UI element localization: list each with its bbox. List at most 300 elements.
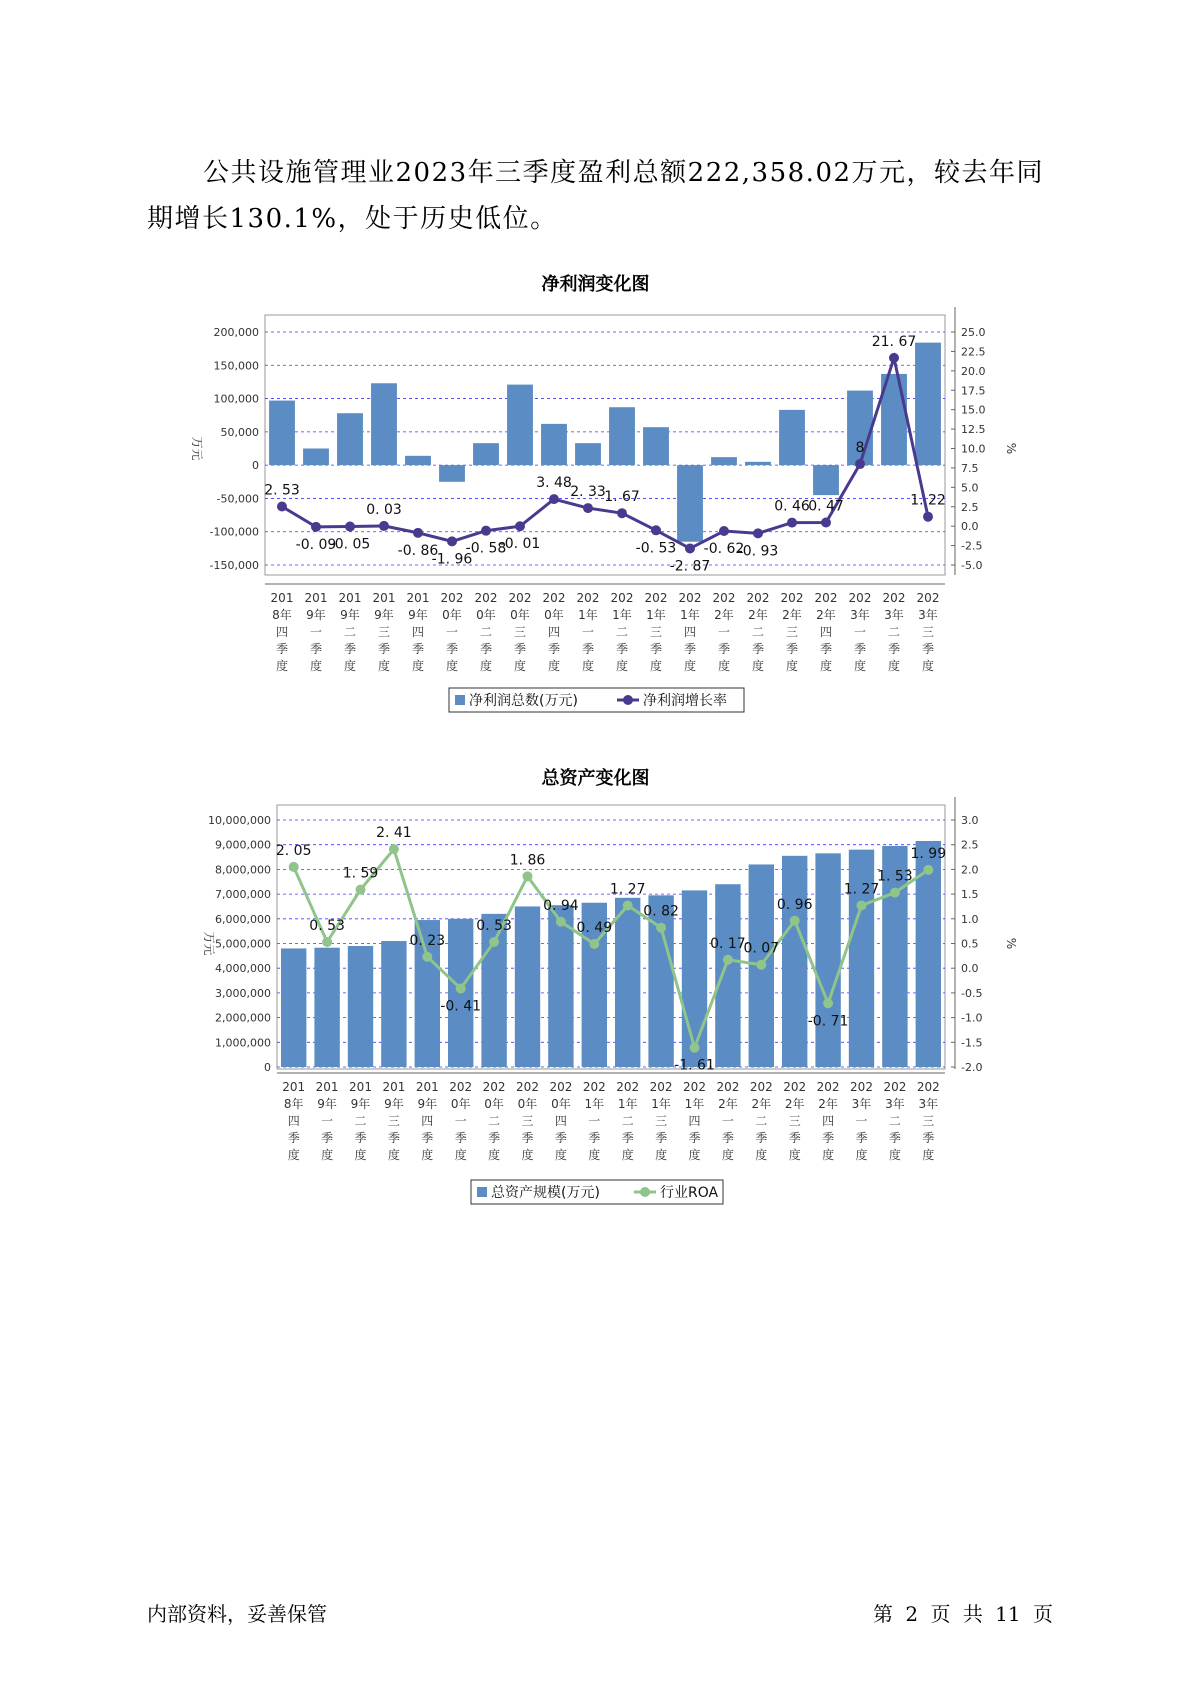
x-tick-label: 度 bbox=[521, 1148, 534, 1162]
x-tick-label: 201 bbox=[382, 1080, 406, 1094]
x-tick-label: 202 bbox=[649, 1080, 673, 1094]
x-tick-label: 度 bbox=[421, 1148, 434, 1162]
bar bbox=[915, 343, 941, 465]
x-tick-label: 3年 bbox=[885, 1097, 905, 1111]
x-tick-label: 季 bbox=[479, 642, 493, 656]
x-tick-label: 度 bbox=[655, 1148, 668, 1162]
x-tick-label: 二 bbox=[888, 1114, 901, 1128]
x-tick-label: 度 bbox=[547, 659, 561, 673]
y-tick-left: 6,000,000 bbox=[215, 912, 271, 926]
x-tick-label: 3年 bbox=[851, 1097, 872, 1111]
x-tick-label: 202 bbox=[616, 1080, 640, 1094]
x-tick-label: 度 bbox=[321, 1148, 334, 1162]
x-tick-label: 0年 bbox=[517, 1097, 538, 1111]
x-tick-label: 三 bbox=[788, 1114, 801, 1128]
data-label: -1. 96 bbox=[431, 551, 473, 568]
bar bbox=[715, 884, 740, 1067]
x-tick-label: 201 bbox=[338, 591, 362, 605]
x-tick-label: 201 bbox=[406, 591, 430, 605]
line-point bbox=[690, 1043, 700, 1053]
data-label: -0. 86 bbox=[397, 542, 439, 559]
x-tick-label: 度 bbox=[309, 659, 323, 673]
data-label: 3. 48 bbox=[536, 475, 572, 492]
data-label: 0. 53 bbox=[476, 918, 512, 935]
data-label: 2. 05 bbox=[275, 842, 312, 859]
line-point bbox=[787, 518, 797, 528]
x-tick-label: 度 bbox=[479, 659, 493, 673]
data-label: -0. 05 bbox=[329, 536, 371, 553]
y-tick-left: -50,000 bbox=[216, 492, 259, 506]
x-tick-label: 三 bbox=[649, 625, 663, 639]
y-tick-left: -100,000 bbox=[209, 525, 259, 539]
x-tick-label: 1年 bbox=[651, 1097, 671, 1111]
line-point bbox=[889, 353, 899, 363]
summary-text: 公共设施管理业2023年三季度盈利总额222,358.02万元，较去年同期增长130.1%，处于历史低位。 bbox=[147, 158, 1045, 234]
x-tick-label: 度 bbox=[287, 1148, 300, 1162]
y-tick-right: 3.0 bbox=[961, 814, 979, 827]
x-tick-label: 度 bbox=[615, 659, 629, 673]
x-tick-label: 202 bbox=[683, 1080, 706, 1094]
data-label: 1. 27 bbox=[843, 881, 880, 898]
legend-swatch-point bbox=[640, 1187, 650, 1197]
bar bbox=[405, 456, 431, 465]
y-tick-right: 7.5 bbox=[961, 461, 979, 475]
data-label: 0. 82 bbox=[643, 903, 679, 920]
y-tick-left: 8,000,000 bbox=[215, 863, 271, 877]
y-tick-left: 2,000,000 bbox=[215, 1011, 271, 1025]
x-tick-label: 1年 bbox=[684, 1097, 705, 1111]
bar bbox=[643, 427, 669, 465]
line-point bbox=[515, 521, 525, 531]
x-tick-label: 季 bbox=[287, 1131, 300, 1145]
line-point bbox=[821, 518, 831, 528]
chart2-title: 总资产变化图 bbox=[541, 768, 650, 789]
x-tick-label: 201 bbox=[315, 1080, 339, 1094]
x-tick-label: 度 bbox=[343, 659, 357, 673]
data-label: 2. 53 bbox=[264, 482, 300, 499]
y-tick-left: 100,000 bbox=[213, 392, 259, 406]
y-tick-left: 1,000,000 bbox=[215, 1036, 271, 1050]
total-assets-chart bbox=[0, 795, 1191, 1215]
y-tick-left: 150,000 bbox=[213, 359, 259, 373]
data-label: -1. 61 bbox=[674, 1057, 715, 1074]
y-tick-left: 5,000,000 bbox=[215, 937, 271, 951]
x-tick-label: 202 bbox=[712, 591, 736, 605]
x-tick-label: 季 bbox=[887, 642, 901, 656]
x-tick-label: 度 bbox=[275, 659, 289, 673]
bar bbox=[348, 946, 373, 1067]
x-tick-label: 度 bbox=[354, 1148, 367, 1162]
x-tick-label: 1年 bbox=[578, 608, 598, 622]
x-tick-label: 9年 bbox=[317, 1097, 337, 1111]
line-point bbox=[589, 939, 599, 949]
x-tick-label: 201 bbox=[415, 1080, 439, 1094]
x-tick-label: 202 bbox=[678, 591, 702, 605]
line-point bbox=[523, 871, 533, 881]
line-point bbox=[556, 917, 566, 927]
x-tick-label: 季 bbox=[688, 1131, 701, 1145]
x-tick-label: 1年 bbox=[646, 608, 666, 622]
bar bbox=[682, 890, 707, 1067]
line-point bbox=[855, 459, 865, 469]
y-tick-right: 0.5 bbox=[961, 937, 979, 951]
x-tick-label: 季 bbox=[354, 1131, 367, 1145]
legend-label-line: 净利润增长率 bbox=[643, 693, 727, 709]
x-tick-label: 2年 bbox=[816, 608, 836, 622]
bar bbox=[314, 948, 339, 1067]
y-tick-right: 20.0 bbox=[961, 364, 986, 378]
x-tick-label: 季 bbox=[855, 1131, 868, 1145]
y-tick-left: -150,000 bbox=[209, 559, 259, 572]
data-label: 1. 99 bbox=[910, 845, 947, 862]
x-tick-label: 二 bbox=[621, 1114, 634, 1128]
y-axis-label-left: 万元 bbox=[202, 931, 216, 956]
line-point bbox=[857, 900, 867, 910]
x-tick-label: 202 bbox=[474, 591, 498, 605]
bar bbox=[782, 856, 807, 1067]
x-tick-label: 季 bbox=[588, 1131, 601, 1145]
x-tick-label: 季 bbox=[853, 642, 867, 656]
data-label: 2. 33 bbox=[570, 484, 606, 501]
x-tick-label: 季 bbox=[309, 642, 323, 656]
line-point bbox=[289, 862, 299, 872]
x-tick-label: 二 bbox=[751, 625, 765, 639]
x-tick-label: 季 bbox=[488, 1131, 501, 1145]
bar bbox=[711, 457, 737, 465]
x-tick-label: 202 bbox=[814, 591, 838, 605]
y-tick-left: 200,000 bbox=[213, 326, 259, 339]
bar bbox=[677, 465, 703, 542]
bar bbox=[473, 443, 499, 465]
x-tick-label: 季 bbox=[655, 1131, 668, 1145]
x-tick-label: 202 bbox=[883, 1080, 907, 1094]
x-tick-label: 四 bbox=[411, 625, 425, 639]
x-tick-label: 一 bbox=[855, 1114, 868, 1128]
line-point bbox=[422, 952, 432, 962]
x-tick-label: 202 bbox=[576, 591, 600, 605]
x-tick-label: 季 bbox=[755, 1131, 768, 1145]
x-tick-label: 季 bbox=[649, 642, 663, 656]
line-point bbox=[456, 983, 466, 993]
line-point bbox=[656, 923, 666, 933]
x-tick-label: 1年 bbox=[584, 1097, 605, 1111]
y-tick-right: 5.0 bbox=[961, 481, 979, 495]
line-point bbox=[489, 937, 499, 947]
x-tick-label: 四 bbox=[421, 1114, 434, 1128]
legend-label-bar: 总资产规模(万元) bbox=[491, 1185, 600, 1201]
x-tick-label: 季 bbox=[888, 1131, 901, 1145]
x-tick-label: 季 bbox=[454, 1131, 467, 1145]
y-tick-right: 1.5 bbox=[961, 888, 979, 902]
data-label: -0. 01 bbox=[499, 536, 541, 553]
x-tick-label: 202 bbox=[916, 1080, 940, 1094]
data-label: 1. 27 bbox=[609, 881, 646, 898]
x-tick-label: 度 bbox=[581, 659, 595, 673]
data-label: -0. 58 bbox=[465, 540, 507, 557]
x-tick-label: 9年 bbox=[374, 608, 394, 622]
x-tick-label: 0年 bbox=[510, 608, 530, 622]
bar bbox=[609, 407, 635, 465]
x-tick-label: 度 bbox=[922, 1148, 935, 1162]
x-tick-label: 度 bbox=[445, 659, 459, 673]
x-tick-label: 度 bbox=[887, 659, 901, 673]
line-point bbox=[447, 536, 457, 546]
x-tick-label: 2年 bbox=[784, 1097, 805, 1111]
bar bbox=[269, 401, 295, 466]
x-tick-label: 2年 bbox=[714, 608, 734, 622]
bar bbox=[541, 424, 567, 465]
x-tick-label: 9年 bbox=[384, 1097, 404, 1111]
data-label: 0. 07 bbox=[743, 940, 780, 957]
legend-swatch-bar bbox=[477, 1187, 487, 1197]
bar bbox=[515, 906, 540, 1067]
x-tick-label: 季 bbox=[921, 642, 935, 656]
x-tick-label: 202 bbox=[482, 1080, 506, 1094]
x-tick-label: 度 bbox=[454, 1148, 467, 1162]
x-tick-label: 度 bbox=[621, 1148, 634, 1162]
x-tick-label: 度 bbox=[554, 1148, 567, 1162]
chart1-title: 净利润变化图 bbox=[541, 274, 650, 295]
line-point bbox=[549, 494, 559, 504]
summary-paragraph bbox=[147, 150, 1047, 242]
y-axis-label-right: % bbox=[1004, 442, 1018, 455]
x-tick-label: 季 bbox=[421, 1131, 434, 1145]
line-point bbox=[623, 900, 633, 910]
bar bbox=[813, 465, 839, 495]
x-tick-label: 二 bbox=[615, 625, 629, 639]
x-tick-label: 9年 bbox=[306, 608, 326, 622]
x-tick-label: 201 bbox=[372, 591, 396, 605]
data-label: 0. 96 bbox=[776, 896, 813, 913]
x-tick-label: 二 bbox=[343, 625, 357, 639]
x-tick-label: 度 bbox=[921, 659, 935, 673]
x-tick-label: 一 bbox=[445, 625, 459, 639]
data-label: 0. 46 bbox=[774, 498, 810, 515]
x-tick-label: 度 bbox=[683, 659, 697, 673]
data-label: 0. 23 bbox=[409, 932, 446, 949]
x-tick-label: 202 bbox=[542, 591, 566, 605]
x-tick-label: 二 bbox=[755, 1114, 768, 1128]
line-point bbox=[790, 916, 800, 926]
y-tick-right: 15.0 bbox=[961, 403, 986, 417]
y-tick-right: 0.0 bbox=[961, 520, 979, 534]
line-point bbox=[583, 503, 593, 513]
x-tick-label: 9年 bbox=[350, 1097, 371, 1111]
line-point bbox=[379, 521, 389, 531]
x-tick-label: 2年 bbox=[818, 1097, 838, 1111]
data-label: 1. 59 bbox=[342, 865, 379, 882]
x-tick-label: 季 bbox=[721, 1131, 734, 1145]
bar bbox=[548, 905, 573, 1067]
y-tick-right: 1.0 bbox=[961, 912, 979, 926]
x-tick-label: 度 bbox=[387, 1148, 400, 1162]
x-tick-label: 四 bbox=[554, 1114, 567, 1128]
bar bbox=[815, 853, 840, 1067]
y-tick-left: 9,000,000 bbox=[215, 838, 271, 852]
line-point bbox=[413, 528, 423, 538]
x-tick-label: 9年 bbox=[417, 1097, 438, 1111]
data-label: 2. 41 bbox=[376, 825, 412, 842]
data-label: -0. 09 bbox=[295, 536, 337, 553]
data-label: 1. 67 bbox=[604, 489, 640, 506]
x-tick-label: 202 bbox=[780, 591, 804, 605]
y-tick-right: 17.5 bbox=[961, 384, 986, 398]
x-tick-label: 二 bbox=[488, 1114, 501, 1128]
line-point bbox=[345, 522, 355, 532]
x-tick-label: 季 bbox=[785, 642, 799, 656]
y-tick-right: -1.5 bbox=[961, 1036, 983, 1050]
bar bbox=[439, 465, 465, 482]
x-tick-label: 度 bbox=[855, 1148, 868, 1162]
x-tick-label: 三 bbox=[521, 1114, 534, 1128]
data-label: 21. 67 bbox=[871, 333, 917, 350]
legend-label-line: 行业ROA bbox=[660, 1185, 719, 1201]
x-tick-label: 季 bbox=[751, 642, 765, 656]
data-label: 1. 53 bbox=[877, 868, 913, 885]
x-tick-label: 2年 bbox=[748, 608, 768, 622]
data-label: 0. 94 bbox=[543, 897, 579, 914]
x-tick-label: 三 bbox=[513, 625, 527, 639]
x-tick-label: 一 bbox=[454, 1114, 467, 1128]
data-label: -0. 93 bbox=[737, 543, 779, 560]
y-tick-right: 10.0 bbox=[961, 442, 986, 456]
x-tick-label: 三 bbox=[921, 625, 935, 639]
x-tick-label: 0年 bbox=[484, 1097, 504, 1111]
x-tick-label: 一 bbox=[853, 625, 867, 639]
y-tick-right: -2.5 bbox=[961, 539, 983, 553]
x-tick-label: 二 bbox=[354, 1114, 367, 1128]
x-tick-label: 202 bbox=[746, 591, 770, 605]
x-tick-label: 202 bbox=[882, 591, 906, 605]
line-point bbox=[311, 522, 321, 532]
x-tick-label: 季 bbox=[275, 642, 289, 656]
y-tick-left: 0 bbox=[252, 459, 259, 473]
x-tick-label: 202 bbox=[449, 1080, 473, 1094]
data-label: 0. 47 bbox=[808, 498, 844, 515]
x-tick-label: 四 bbox=[819, 625, 833, 639]
x-tick-label: 9年 bbox=[340, 608, 360, 622]
x-tick-label: 季 bbox=[621, 1131, 634, 1145]
line-point bbox=[481, 526, 491, 536]
y-tick-left: 0 bbox=[264, 1061, 271, 1074]
x-tick-label: 季 bbox=[554, 1131, 567, 1145]
x-tick-label: 201 bbox=[349, 1080, 372, 1094]
x-tick-label: 度 bbox=[853, 659, 867, 673]
bar bbox=[281, 948, 306, 1067]
x-tick-label: 202 bbox=[783, 1080, 807, 1094]
y-tick-right: -2.0 bbox=[961, 1061, 983, 1074]
x-tick-label: 一 bbox=[309, 625, 323, 639]
x-tick-label: 3年 bbox=[918, 1097, 939, 1111]
x-tick-label: 二 bbox=[479, 625, 493, 639]
x-tick-label: 一 bbox=[321, 1114, 334, 1128]
x-tick-label: 四 bbox=[683, 625, 697, 639]
x-tick-label: 0年 bbox=[476, 608, 496, 622]
x-tick-label: 202 bbox=[816, 1080, 840, 1094]
x-tick-label: 三 bbox=[655, 1114, 668, 1128]
x-tick-label: 0年 bbox=[450, 1097, 471, 1111]
x-tick-label: 季 bbox=[521, 1131, 534, 1145]
x-tick-label: 三 bbox=[387, 1114, 400, 1128]
y-tick-right: -1.0 bbox=[961, 1011, 983, 1025]
x-tick-label: 1年 bbox=[617, 1097, 638, 1111]
bar bbox=[507, 385, 533, 466]
line-point bbox=[356, 885, 366, 895]
x-tick-label: 202 bbox=[516, 1080, 539, 1094]
line-point bbox=[651, 525, 661, 535]
x-tick-label: 202 bbox=[850, 1080, 873, 1094]
data-label: 0. 49 bbox=[576, 919, 613, 936]
x-tick-label: 二 bbox=[887, 625, 901, 639]
x-tick-label: 四 bbox=[822, 1114, 835, 1128]
y-tick-right: 2.5 bbox=[961, 838, 979, 852]
x-tick-label: 202 bbox=[549, 1080, 573, 1094]
x-tick-label: 度 bbox=[377, 659, 391, 673]
x-tick-label: 1年 bbox=[612, 608, 632, 622]
y-axis-label-left: 万元 bbox=[190, 436, 204, 461]
x-tick-label: 0年 bbox=[442, 608, 462, 622]
y-tick-left: 7,000,000 bbox=[215, 888, 271, 902]
line-point bbox=[923, 512, 933, 522]
x-tick-label: 度 bbox=[488, 1148, 501, 1162]
y-tick-right: 22.5 bbox=[961, 345, 986, 359]
x-tick-label: 季 bbox=[343, 642, 357, 656]
x-tick-label: 季 bbox=[788, 1131, 801, 1145]
x-tick-label: 四 bbox=[275, 625, 289, 639]
x-tick-label: 201 bbox=[304, 591, 328, 605]
data-label: 1. 22 bbox=[910, 492, 946, 509]
x-tick-label: 季 bbox=[822, 1131, 835, 1145]
y-tick-right: -5.0 bbox=[961, 559, 983, 572]
x-tick-label: 度 bbox=[822, 1148, 835, 1162]
x-tick-label: 一 bbox=[717, 625, 731, 639]
x-tick-label: 季 bbox=[411, 642, 425, 656]
x-tick-label: 季 bbox=[819, 642, 833, 656]
x-tick-label: 度 bbox=[649, 659, 663, 673]
data-label: 1. 86 bbox=[509, 852, 546, 869]
y-tick-right: 2.0 bbox=[961, 863, 979, 877]
x-tick-label: 度 bbox=[788, 1148, 801, 1162]
data-label: -0. 41 bbox=[440, 998, 482, 1015]
x-tick-label: 四 bbox=[547, 625, 561, 639]
bar bbox=[303, 449, 329, 466]
bar bbox=[745, 462, 771, 465]
x-tick-label: 度 bbox=[721, 1148, 734, 1162]
x-tick-label: 201 bbox=[282, 1080, 306, 1094]
legend-swatch-point bbox=[623, 695, 633, 705]
data-label: -0. 62 bbox=[703, 540, 745, 557]
line-point bbox=[723, 955, 733, 965]
line-point bbox=[322, 937, 332, 947]
x-tick-label: 202 bbox=[716, 1080, 740, 1094]
x-tick-label: 3年 bbox=[884, 608, 904, 622]
x-tick-label: 季 bbox=[387, 1131, 400, 1145]
bar bbox=[779, 410, 805, 465]
line-point bbox=[923, 865, 933, 875]
line-point bbox=[277, 502, 287, 512]
y-tick-left: 3,000,000 bbox=[215, 986, 271, 1000]
x-tick-label: 季 bbox=[547, 642, 561, 656]
x-tick-label: 度 bbox=[513, 659, 527, 673]
bar bbox=[481, 914, 506, 1067]
bar bbox=[575, 443, 601, 465]
x-tick-label: 度 bbox=[785, 659, 799, 673]
bar bbox=[381, 941, 406, 1067]
x-tick-label: 度 bbox=[717, 659, 731, 673]
line-point bbox=[719, 526, 729, 536]
x-tick-label: 度 bbox=[751, 659, 765, 673]
x-tick-label: 三 bbox=[922, 1114, 935, 1128]
